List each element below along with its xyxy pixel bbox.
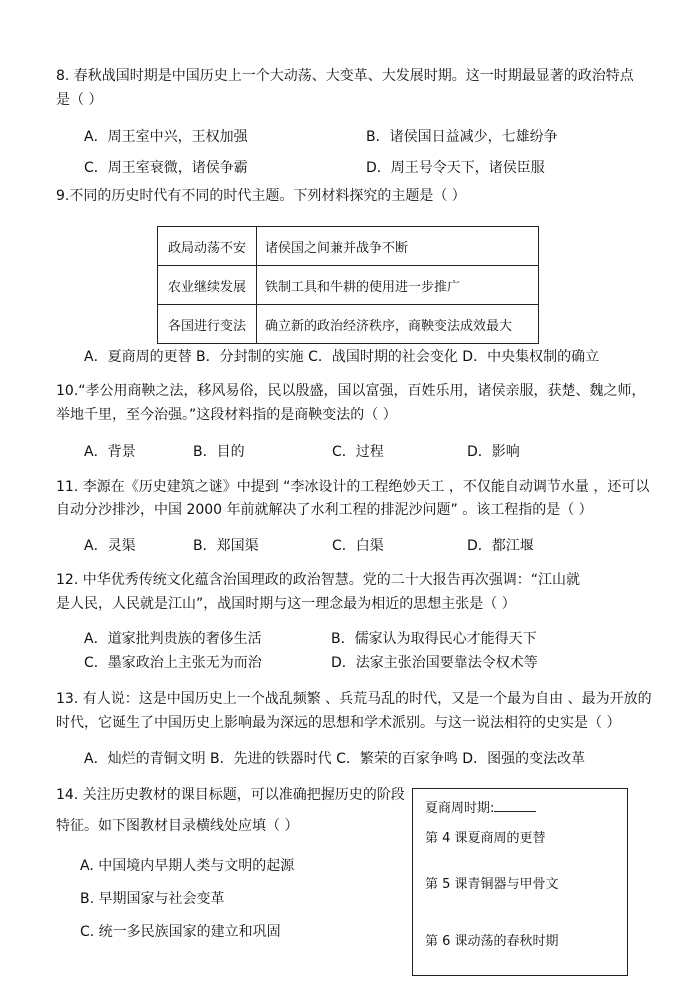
table-cell: 各国进行变法 — [158, 305, 257, 344]
table-row — [158, 305, 539, 344]
q10-stem-line2: 举地千里，至今治强。”这段材料指的是商鞅变法的（ ） — [56, 407, 397, 423]
table-row — [158, 227, 539, 266]
table-row — [158, 266, 539, 305]
q12-option-a: A．道家批判贵族的奢侈生活 — [84, 631, 262, 647]
q13-options: A．灿烂的青铜文明 B．先进的铁器时代 C．繁荣的百家争鸣 D．图强的变法改革 — [84, 751, 586, 767]
q12-option-c: C．墨家政治上主张无为而治 — [84, 655, 262, 671]
q8-option-d: D．周王号令天下，诸侯臣服 — [366, 160, 545, 176]
q14-textbook-contents-box — [412, 788, 628, 976]
q12-stem-line1: 12. 中华优秀传统文化蕴含治国理政的政治智慧。党的二十大报告再次强调：“江山就 — [56, 572, 580, 588]
q12-option-d: D．法家主张治国要靠法令权术等 — [331, 655, 538, 671]
q9-stem: 9.不同的历史时代有不同的时代主题。下列材料探究的主题是（ ） — [56, 188, 466, 204]
q10-option-a: A．背景 — [84, 444, 136, 460]
q13-stem-line1: 13. 有人说：这是中国历史上一个战乱频繁 、兵荒马乱的时代，又是一个最为自由 、最为开放的 — [56, 691, 652, 707]
q10-stem-line1: 10.“孝公用商鞅之法，移风易俗，民以殷盛，国以富强，百姓乐用，诸侯亲服，获楚、魏之师， — [56, 383, 646, 399]
q8-stem-line1: 8. 春秋战国时期是中国历史上一个大动荡、大变革、大发展时期。这一时期最显著的政治特点 — [56, 68, 634, 84]
q11-option-a: A．灵渠 — [84, 538, 136, 554]
table-cell: 确立新的政治经济秩序，商鞅变法成效最大 — [257, 305, 539, 344]
q11-option-c: C．白渠 — [332, 538, 384, 554]
q8-option-b: B．诸侯国日益减少，七雄纷争 — [366, 129, 558, 145]
table-cell: 农业继续发展 — [158, 266, 257, 305]
q11-option-d: D．都江堰 — [467, 538, 534, 554]
q14-option-a: A. 中国境内早期人类与文明的起源 — [80, 858, 295, 874]
contents-title — [425, 797, 536, 819]
contents-item: 第 6 课动荡的春秋时期 — [425, 934, 559, 949]
q11-stem-line2: 自动分沙排沙，中国 2000 年前就解决了水利工程的排泥沙问题” 。该工程指的是（ ） — [56, 502, 593, 518]
q14-option-c: C. 统一多民族国家的建立和巩固 — [80, 924, 281, 940]
answer-blank — [494, 797, 536, 812]
q10-option-b: B．目的 — [193, 444, 245, 460]
q9-material-table — [157, 226, 539, 344]
q14-stem-line1: 14. 关注历史教材的课目标题，可以准确把握历史的阶段 — [56, 787, 405, 803]
table-cell: 诸侯国之间兼并战争不断 — [257, 227, 539, 266]
q13-stem-line2: 时代，它诞生了中国历史上影响最为深远的思想和学术派别。与这一说法相符的史实是（ ） — [56, 715, 621, 731]
q10-option-d: D．影响 — [467, 444, 520, 460]
q11-option-b: B．郑国渠 — [193, 538, 259, 554]
q14-option-b: B. 早期国家与社会变革 — [80, 891, 225, 907]
q12-option-b: B．儒家认为取得民心才能得天下 — [331, 631, 537, 647]
q10-option-c: C．过程 — [332, 444, 384, 460]
table-cell: 铁制工具和牛耕的使用进一步推广 — [257, 266, 539, 305]
q8-stem-line2: 是（ ） — [56, 92, 103, 108]
contents-title-text: 夏商周时期: — [425, 801, 495, 816]
q12-stem-line2: 是人民，人民就是江山”，战国时期与这一理念最为相近的思想主张是（ ） — [56, 596, 516, 612]
table-cell: 政局动荡不安 — [158, 227, 257, 266]
q9-options: A．夏商周的更替 B．分封制的实施 C．战国时期的社会变化 D．中央集权制的确立 — [84, 349, 600, 365]
contents-item: 第 4 课夏商周的更替 — [425, 831, 546, 846]
q8-option-a: A．周王室中兴，王权加强 — [84, 129, 248, 145]
q14-stem-line2: 特征。如下图教材目录横线处应填（ ） — [56, 818, 299, 834]
contents-item: 第 5 课青铜器与甲骨文 — [425, 877, 559, 892]
q11-stem-line1: 11. 李源在《历史建筑之谜》中提到 “李冰设计的工程绝妙天工 ，不仅能自动调节水量 ，还可以 — [56, 479, 650, 495]
q8-option-c: C．周王室衰微，诸侯争霸 — [84, 160, 248, 176]
